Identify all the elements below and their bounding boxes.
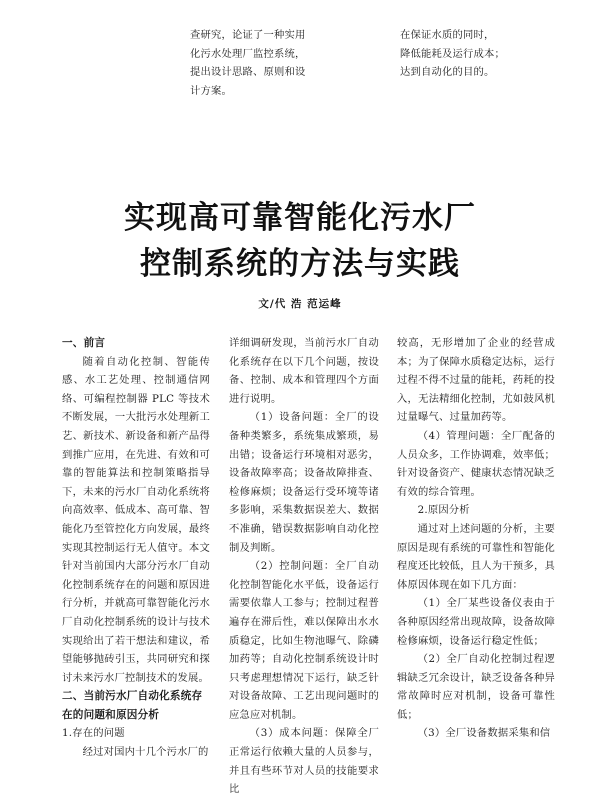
- subsection-heading: 1.存在的问题: [62, 727, 125, 740]
- paragraph: （1）全厂某些设备仪表由于各种原因经常出现故障，设备故障检修麻烦，设备运行稳定性低；: [397, 597, 555, 647]
- paragraph: 较高，无形增加了企业的经营成本；为了保障水质稳定达标，运行过程不得不过量的能耗，药耗的投入，无法精细化控制，尤如鼓风机过量曝气、过量加药等。: [397, 337, 555, 424]
- top-line: 在保证水质的同时，: [400, 29, 495, 41]
- text-column-2: [229, 334, 379, 799]
- top-line: 化污水处理厂监控系统，: [190, 47, 306, 60]
- top-line: 提出设计思路、原则和设: [190, 66, 306, 79]
- top-line: 达到自动化的目的。: [400, 66, 495, 79]
- subsection-heading: 2.原因分析: [417, 504, 470, 517]
- paragraph: （2）全厂自动化控制过程逻辑缺乏冗余设计，缺乏设备各种异常故障时应对机制，设备可靠性低；: [397, 653, 555, 721]
- top-line: 查研究，论证了一种实用: [190, 29, 306, 41]
- section-heading: 二、当前污水厂自动化系统存在的问题和原因分析: [62, 690, 203, 721]
- paragraph: （4）管理问题：全厂配备的人员众多，工作协调难，效率低；针对设备资产、健康状态情况缺乏有效的综合管理。: [397, 429, 555, 498]
- paragraph: 通过对上述问题的分析，主要原因是现有系统的可靠性和智能化程度还比较低，且人为干预多，具体原因体现在如下几方面：: [397, 522, 555, 591]
- paragraph: （1）设备问题：全厂的设备种类繁多，系统集成繁琐，易出错；设备运行环境相对恶劣，设备故障率高；设备故障排查、检修麻烦；设备运行受环境等诸多影响，采集数据误差大、数据不准确，错误数据影响自动化控制及判断。: [229, 411, 379, 554]
- paragraph: 经过对国内十几个污水厂的: [82, 746, 209, 759]
- author-byline: 文/代 浩 范运峰: [258, 298, 342, 310]
- title-line-2: 控制系统的方法与实践: [140, 246, 460, 282]
- top-line: 计方案。: [190, 84, 232, 97]
- text-column-1: [62, 334, 210, 762]
- paragraph: （3）成本问题：保障全厂正常运行依赖大量的人员参与，并且有些环节对人员的技能要求比: [229, 727, 379, 796]
- paragraph: （2）控制问题：全厂自动化控制智能化水平低，设备运行需要依靠人工参与；控制过程普遍存在滞后性，难以保障出水水质稳定，比如生物池曝气、除磷加药等；自动化控制系统设计时只考虑理想情况下运行，缺乏针对设备故障、工艺出现问题时的应急应对机制。: [229, 560, 379, 721]
- top-continuation-col2: [190, 26, 388, 100]
- top-line: 降低能耗及运行成本；: [400, 47, 505, 60]
- section-heading: 一、前言: [62, 337, 106, 349]
- paragraph: （3）全厂设备数据采集和信: [417, 727, 551, 740]
- top-continuation-col3: [400, 26, 555, 82]
- article-title: [0, 195, 600, 287]
- text-column-3: [397, 334, 555, 743]
- paragraph: 详细调研发现，当前污水厂自动化系统存在以下几个问题，按设备、控制、成本和管理四个方面进行说明。: [229, 337, 379, 405]
- title-line-1: 实现高可靠智能化污水厂: [124, 200, 476, 236]
- paragraph: 随着自动化控制、智能传感、水工艺处理、控制通信网络、可编程控制器 PLC 等技术不断发展，一大批污水处理新工艺、新技术、新设备和新产品得到推广应用，在先进、有效和可靠的智能算法和控制策略指导下，未来的污水厂自动化系统将向高效率、低成本、高可靠、智能化乃至管控化方向发展，最终实现其控制运行无人值守。本文针对当前国内大部分污水厂自动化控制系统存在的问题和原因进行分析，并就高可靠智能化污水厂自动化控制系统的设计与技术实现给出了若干想法和建议，希望能够抛砖引玉，共同研究和探讨未来污水厂控制技术的发展。: [62, 355, 210, 684]
